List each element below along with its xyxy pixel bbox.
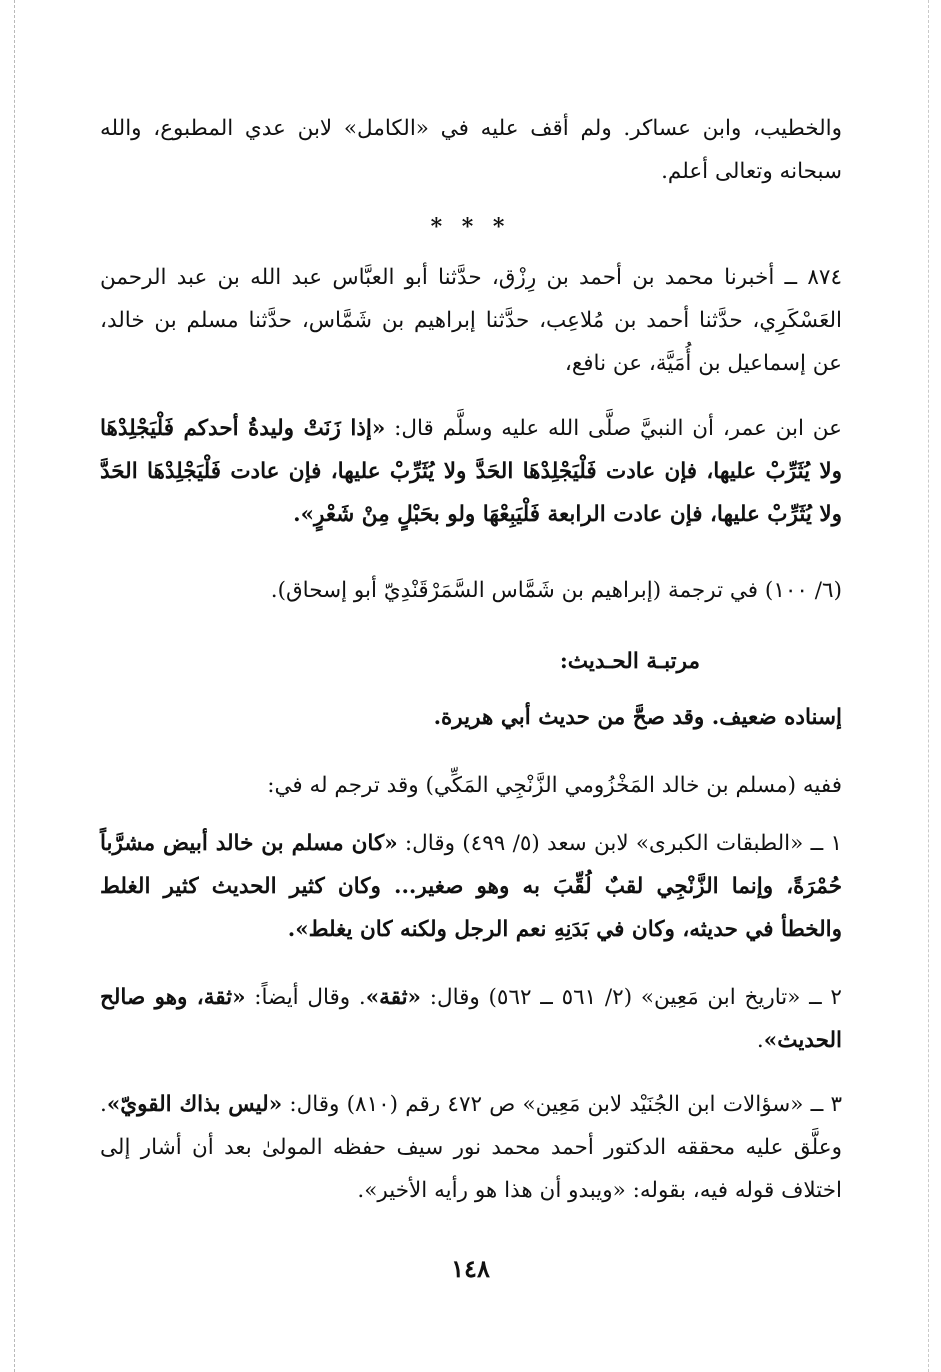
reference-2-lead: ٢ ــ «تاريخ ابن مَعِين» (٢/ ٥٦١ ــ ٥٦٢) وقال: <box>421 985 842 1010</box>
reference-item-2 <box>100 976 842 1062</box>
hadith-isnad-paragraph: ٨٧٤ ــ أخبرنا محمد بن أحمد بن رِزْق، حدَّثنا أبو العبَّاس عبد الله بن عبد الرحمن العَسْكَرِي، حدَّثنا أحمد بن مُلاعِب، حدَّثنا إبراهيم بن شَمَّاس، حدَّثنا مسلم بن خالد، عن إسماعيل بن أُمَيَّة، عن نافع، <box>100 265 842 376</box>
reference-3-rest: . وعلَّق عليه محققه الدكتور أحمد محمد نور سيف حفظه المولىٰ بعد أن أشار إلى اختلاف قوله فيه، بقوله: <box>100 1092 842 1203</box>
page-number: ١٤٨ <box>451 1254 490 1283</box>
reference-item-3 <box>100 1083 842 1212</box>
reference-3-quote: «ليس بذاك القويّ» <box>106 1092 283 1117</box>
reference-item-1 <box>100 822 842 951</box>
reference-1-quote: «كان مسلم بن خالد أبيض مشرَّباً حُمْرَةً، وإنما الزَّنْجِي لقبٌ لُقِّبَ به وهو صغير... وكان كثير الحديث كثير الغلط والخطأ في حديثه، وكان في بَدَنِهِ نعم الرجل ولكنه كان يغلط». <box>100 831 842 942</box>
reference-3-quote-2: «ويبدو أن هذا هو رأيه الأخير» <box>364 1178 626 1203</box>
hadith-text-paragraph <box>100 407 842 536</box>
hadith-intro: عن ابن عمر، أن النبيَّ صلَّى الله عليه وسلَّم قال: <box>385 416 842 441</box>
hadith-quote: «إذا زَنَتْ وليدةُ أحدكم فَلْيَجْلِدْهَا ولا يُثَرِّبْ عليها، فإن عادت فَلْيَجْلِدْهَا الحَدَّ ولا يُثَرِّبْ عليها، فإن عادت فَلْيَجْلِدْهَا الحَدَّ ولا يُثَرِّبْ عليها، فإن عادت الرابعة فَلْيَبِعْهَا ولو بحَبْلٍ مِنْ شَعْرٍ». <box>100 416 842 527</box>
section-heading: مرتبـة الحـديث: <box>559 649 700 674</box>
grading-statement: إسناده ضعيف. وقد صحَّ من حديث أبي هريرة. <box>433 705 842 730</box>
reference-2-quote-1: «ثقة» <box>365 985 421 1010</box>
scan-edge-right <box>928 0 929 1372</box>
reference-3-end: . <box>357 1178 365 1203</box>
reference-2-mid: . وقال أيضاً: <box>245 985 366 1010</box>
paragraph-1: والخطيب، وابن عساكر. ولم أقف عليه في «الكامل» لابن عدي المطبوع، والله سبحانه وتعالى أعلم. <box>100 116 842 184</box>
reference-3-lead: ٣ ــ «سؤالات ابن الجُنَيْد لابن مَعِين» ص ٤٧٢ رقم (٨١٠) وقال: <box>282 1092 843 1117</box>
reference-2-quote-2: «ثقة، وهو صالح الحديث» <box>100 985 842 1053</box>
scan-edge-left <box>14 0 15 1372</box>
section-separator: * * * <box>430 214 511 240</box>
reference-2-end: . <box>756 1028 764 1053</box>
narrator-intro: ففيه (مسلم بن خالد المَخْزُومي الزَّنْجِي المَكِّي) وقد ترجم له في: <box>267 773 842 798</box>
reference-1-lead: ١ ــ «الطبقات الكبرى» لابن سعد (٥/ ٤٩٩) وقال: <box>397 831 843 856</box>
source-reference: (٦/ ١٠٠) في ترجمة (إبراهيم بن شَمَّاس السَّمَرْقَنْدِيّ أبو إسحاق). <box>270 578 842 603</box>
